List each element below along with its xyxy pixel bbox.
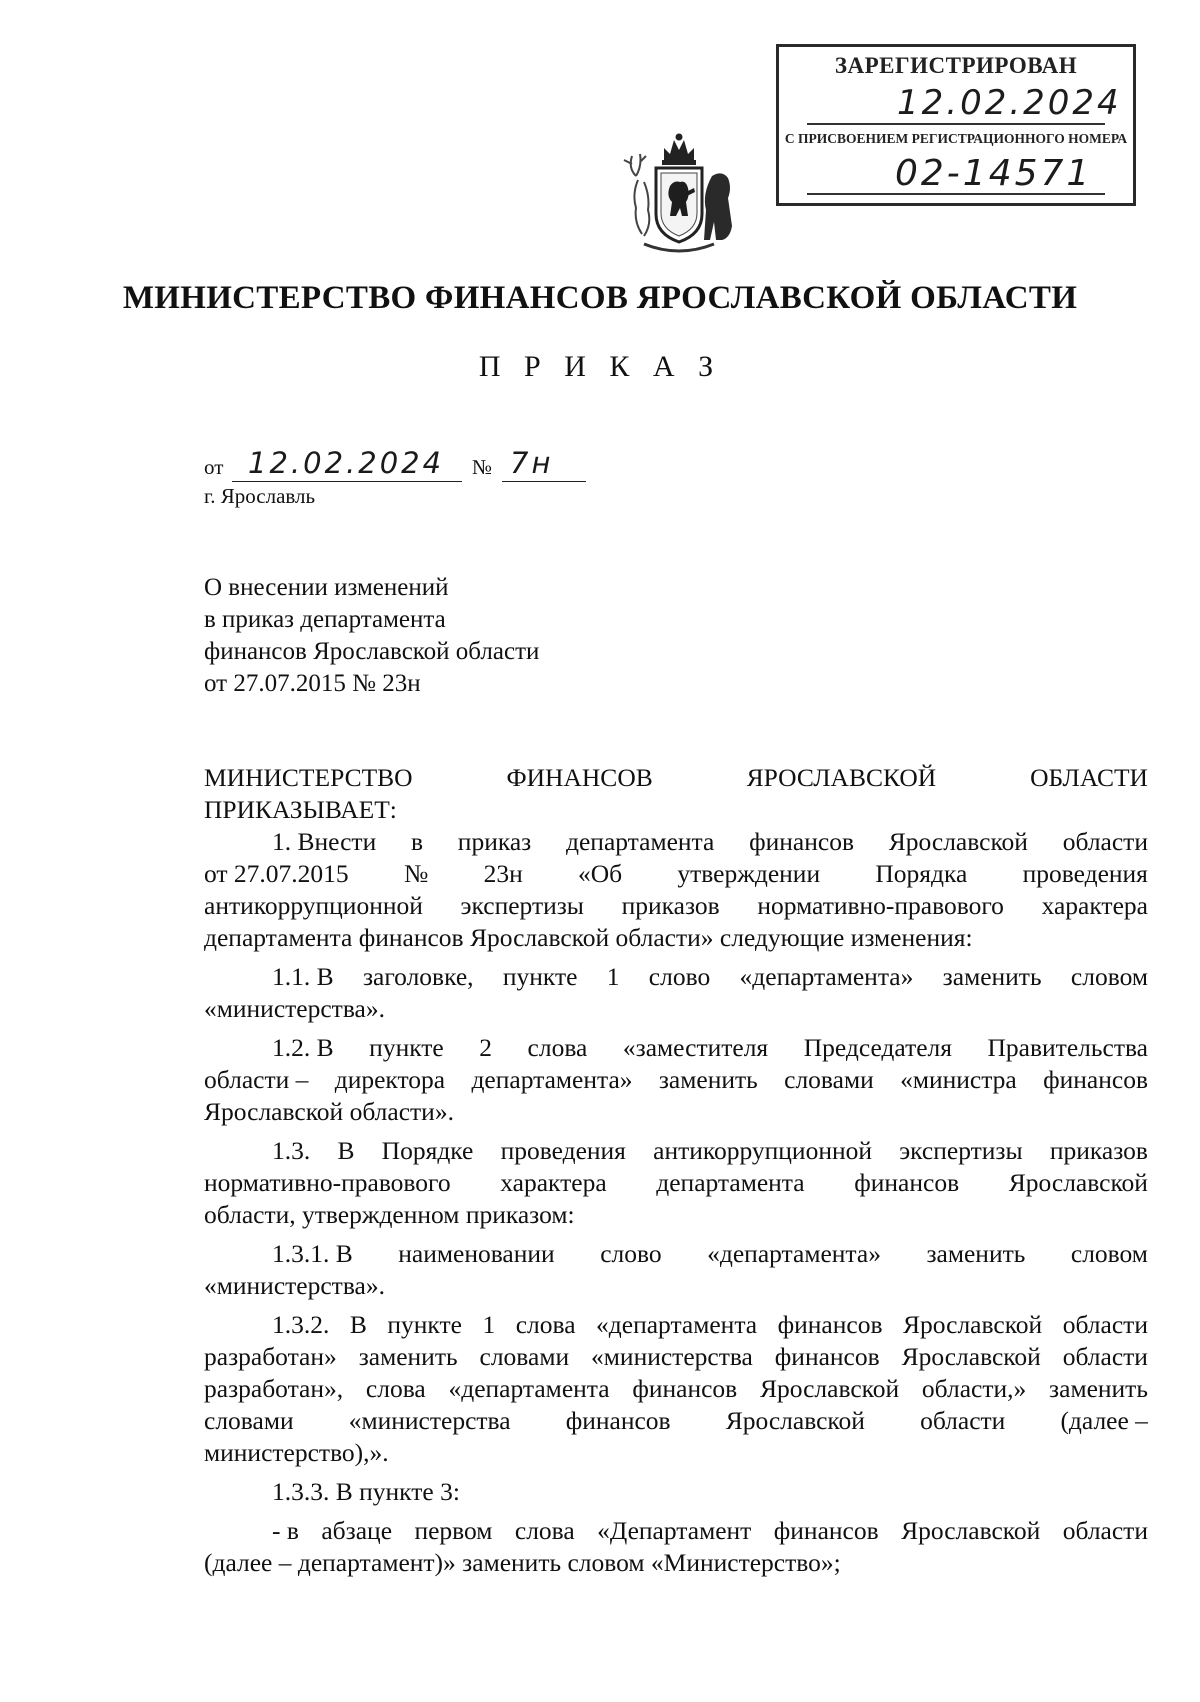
- body-word: «министра: [900, 1065, 1017, 1094]
- order-city: г. Ярославль: [204, 484, 316, 508]
- body-word: Ярославской: [901, 1342, 1041, 1371]
- body-word: экспертизы: [460, 891, 584, 920]
- body-word: приказ: [457, 827, 532, 856]
- body-line: [204, 826, 1148, 858]
- body-word: слово: [648, 962, 711, 991]
- body-word: слова: [365, 1374, 426, 1403]
- body-word: Ярославской области».: [204, 1097, 454, 1126]
- body-word: «департамента: [448, 1374, 610, 1403]
- body-line: [204, 1032, 1148, 1064]
- date-underline: [232, 481, 462, 482]
- body-word: департамента»: [471, 1065, 633, 1094]
- body-word: области: [1062, 1310, 1148, 1339]
- body-word: департамента: [566, 827, 715, 856]
- body-word: Ярославской: [888, 827, 1028, 856]
- body-word: «министерства: [348, 1406, 511, 1435]
- body-word: экспертизы: [899, 1136, 1023, 1165]
- body-word: 1.2. В: [272, 1033, 334, 1062]
- body-line: [204, 961, 1148, 993]
- body-word: заменить: [658, 1065, 758, 1094]
- body-word: утверждении: [677, 859, 821, 888]
- body-word: финансов: [774, 1342, 880, 1371]
- body-line: [204, 1270, 1148, 1302]
- body-word: пункте: [387, 1310, 462, 1339]
- stamp-divider: [807, 193, 1105, 195]
- subject-line: финансов Ярославской области: [204, 638, 540, 665]
- registration-stamp: [776, 44, 1136, 206]
- subject-line: О внесении изменений: [204, 574, 449, 601]
- body-word: области –: [204, 1065, 309, 1094]
- body-word: Порядка: [875, 859, 968, 888]
- body-line: [204, 1476, 1148, 1508]
- body-line: [204, 890, 1148, 922]
- body-word: финансов: [854, 1168, 960, 1197]
- body-word: характера: [1041, 891, 1148, 920]
- order-number: 7н: [510, 446, 554, 480]
- body-word: проведения: [500, 1136, 626, 1165]
- order-body-text: [204, 762, 1148, 1579]
- number-underline: [502, 481, 586, 482]
- body-word: приказов: [1049, 1136, 1148, 1165]
- body-line: [204, 1515, 1148, 1547]
- body-word: нормативно-правового: [757, 891, 1004, 920]
- body-word: словами: [784, 1065, 874, 1094]
- body-line: [204, 794, 1148, 826]
- body-word: ОБЛАСТИ: [1030, 763, 1148, 792]
- stamp-registration-number: 02-14571: [895, 153, 1093, 194]
- body-word: ПРИКАЗЫВАЕТ:: [204, 795, 397, 824]
- body-word: области: [920, 1406, 1006, 1435]
- body-word: 1.1. В: [272, 962, 334, 991]
- body-word: Порядке: [381, 1136, 474, 1165]
- body-word: (далее – департамент)» заменить словом «Министерство»;: [204, 1548, 841, 1577]
- order-subject: [204, 572, 724, 700]
- body-word: области: [1062, 1516, 1148, 1545]
- ministry-title: МИНИСТЕРСТВО ФИНАНСОВ ЯРОСЛАВСКОЙ ОБЛАСТИ: [122, 280, 1078, 316]
- body-word: финансов: [565, 1406, 671, 1435]
- body-word: первом: [414, 1516, 493, 1545]
- body-word: №: [403, 859, 429, 888]
- body-line: [204, 1437, 1148, 1469]
- body-word: слова: [514, 1516, 575, 1545]
- body-line: [204, 1373, 1148, 1405]
- body-word: антикоррупционной: [204, 891, 423, 920]
- body-word: 2: [479, 1033, 493, 1062]
- body-word: Ярославской: [759, 1374, 900, 1403]
- body-word: заменить: [942, 962, 1042, 991]
- body-word: финансов: [1043, 1065, 1148, 1094]
- body-word: слова: [527, 1033, 588, 1062]
- body-word: Ярославской: [901, 1516, 1041, 1545]
- body-word: приказов: [621, 891, 720, 920]
- body-word: антикоррупционной: [653, 1136, 873, 1165]
- body-line: [204, 1064, 1148, 1096]
- order-number-label: №: [472, 455, 493, 479]
- body-word: «департамента»: [707, 1239, 881, 1268]
- body-word: Ярославской: [903, 1310, 1043, 1339]
- body-word: области: [1062, 1342, 1148, 1371]
- body-line: [204, 922, 1148, 954]
- body-word: 1. Внести: [272, 827, 377, 856]
- body-line: [204, 1405, 1148, 1437]
- body-word: В: [349, 1310, 367, 1339]
- body-word: ФИНАНСОВ: [506, 763, 653, 792]
- order-date: 12.02.2024: [248, 446, 445, 480]
- coat-of-arms-icon: [614, 130, 744, 258]
- subject-line: от 27.07.2015 № 23н: [204, 670, 421, 697]
- body-word: Правительства: [987, 1033, 1148, 1062]
- body-line: [204, 1309, 1148, 1341]
- body-word: проведения: [1022, 859, 1148, 888]
- body-word: пункте: [369, 1033, 444, 1062]
- body-word: абзаце: [321, 1516, 393, 1545]
- body-word: (далее –: [1060, 1406, 1148, 1435]
- body-word: департамента: [656, 1168, 805, 1197]
- body-word: МИНИСТЕРСТВО: [204, 763, 413, 792]
- body-word: характера: [500, 1168, 607, 1197]
- body-word: 1: [606, 962, 620, 991]
- body-line: [204, 1238, 1148, 1270]
- body-word: В: [337, 1136, 355, 1165]
- body-line: [204, 1096, 1148, 1128]
- body-word: словом: [1070, 1239, 1148, 1268]
- body-word: «министерства».: [204, 994, 385, 1023]
- body-word: заменить: [926, 1239, 1026, 1268]
- body-word: - в: [272, 1516, 299, 1545]
- body-line: [204, 858, 1148, 890]
- body-word: «Об: [577, 859, 623, 888]
- body-word: «департамента: [596, 1310, 758, 1339]
- body-word: от 27.07.2015: [204, 859, 349, 888]
- body-word: словами: [479, 1342, 570, 1371]
- body-word: «департамента»: [739, 962, 914, 991]
- body-word: «министерства: [591, 1342, 753, 1371]
- body-word: 1.3.1. В: [272, 1239, 353, 1268]
- body-word: слово: [600, 1239, 662, 1268]
- body-word: слова: [515, 1310, 576, 1339]
- body-line: [204, 993, 1148, 1025]
- body-word: 1: [482, 1310, 496, 1339]
- body-word: разработан»,: [204, 1374, 344, 1403]
- body-word: в: [410, 827, 424, 856]
- body-word: заменить: [1049, 1374, 1148, 1403]
- body-word: области,»: [921, 1374, 1027, 1403]
- body-word: области: [1062, 827, 1148, 856]
- body-word: «заместителя: [622, 1033, 769, 1062]
- body-word: директора: [334, 1065, 446, 1094]
- body-word: Ярославской: [1008, 1168, 1148, 1197]
- body-word: «министерства».: [204, 1271, 385, 1300]
- body-line: [204, 1199, 1148, 1231]
- body-line: [204, 1547, 1148, 1579]
- stamp-registration-date: 12.02.2024: [897, 83, 1122, 123]
- body-word: 1.3.2.: [272, 1310, 330, 1339]
- body-word: словом: [1070, 962, 1148, 991]
- stamp-subtitle: С ПРИСВОЕНИЕМ РЕГИСТРАЦИОННОГО НОМЕРА: [784, 131, 1128, 146]
- order-date-label: от: [204, 455, 224, 479]
- body-line: [204, 762, 1148, 794]
- body-word: департамента финансов Ярославской области» следующие изменения:: [204, 923, 973, 952]
- body-word: пункте: [502, 962, 578, 991]
- body-word: заменить: [358, 1342, 458, 1371]
- body-word: «Департамент: [597, 1516, 752, 1545]
- body-word: разработан»: [204, 1342, 337, 1371]
- stamp-title: ЗАРЕГИСТРИРОВАН: [834, 53, 1078, 78]
- body-word: словами: [204, 1406, 294, 1435]
- order-date-number-line: [204, 448, 804, 488]
- subject-line: в приказ департамента: [204, 606, 446, 633]
- body-word: ЯРОСЛАВСКОЙ: [746, 763, 937, 792]
- body-word: министерство),».: [204, 1438, 389, 1467]
- body-word: наименовании: [398, 1239, 555, 1268]
- body-word: заголовке,: [362, 962, 474, 991]
- body-word: финансов: [777, 1310, 883, 1339]
- body-word: финансов: [749, 827, 854, 856]
- body-line: [204, 1341, 1148, 1373]
- stamp-divider: [807, 123, 1105, 125]
- body-word: 1.3.3. В пункте 3:: [272, 1477, 460, 1506]
- body-word: Ярославской: [725, 1406, 865, 1435]
- body-word: области, утвержденном приказом:: [204, 1200, 575, 1229]
- body-word: финансов: [773, 1516, 879, 1545]
- body-word: финансов: [632, 1374, 738, 1403]
- body-line: [204, 1167, 1148, 1199]
- body-line: [204, 1135, 1148, 1167]
- body-word: нормативно-правового: [204, 1168, 451, 1197]
- body-word: 1.3.: [272, 1136, 311, 1165]
- body-word: Председателя: [803, 1033, 952, 1062]
- body-word: 23н: [483, 859, 523, 888]
- document-type-title: П Р И К А З: [478, 350, 722, 383]
